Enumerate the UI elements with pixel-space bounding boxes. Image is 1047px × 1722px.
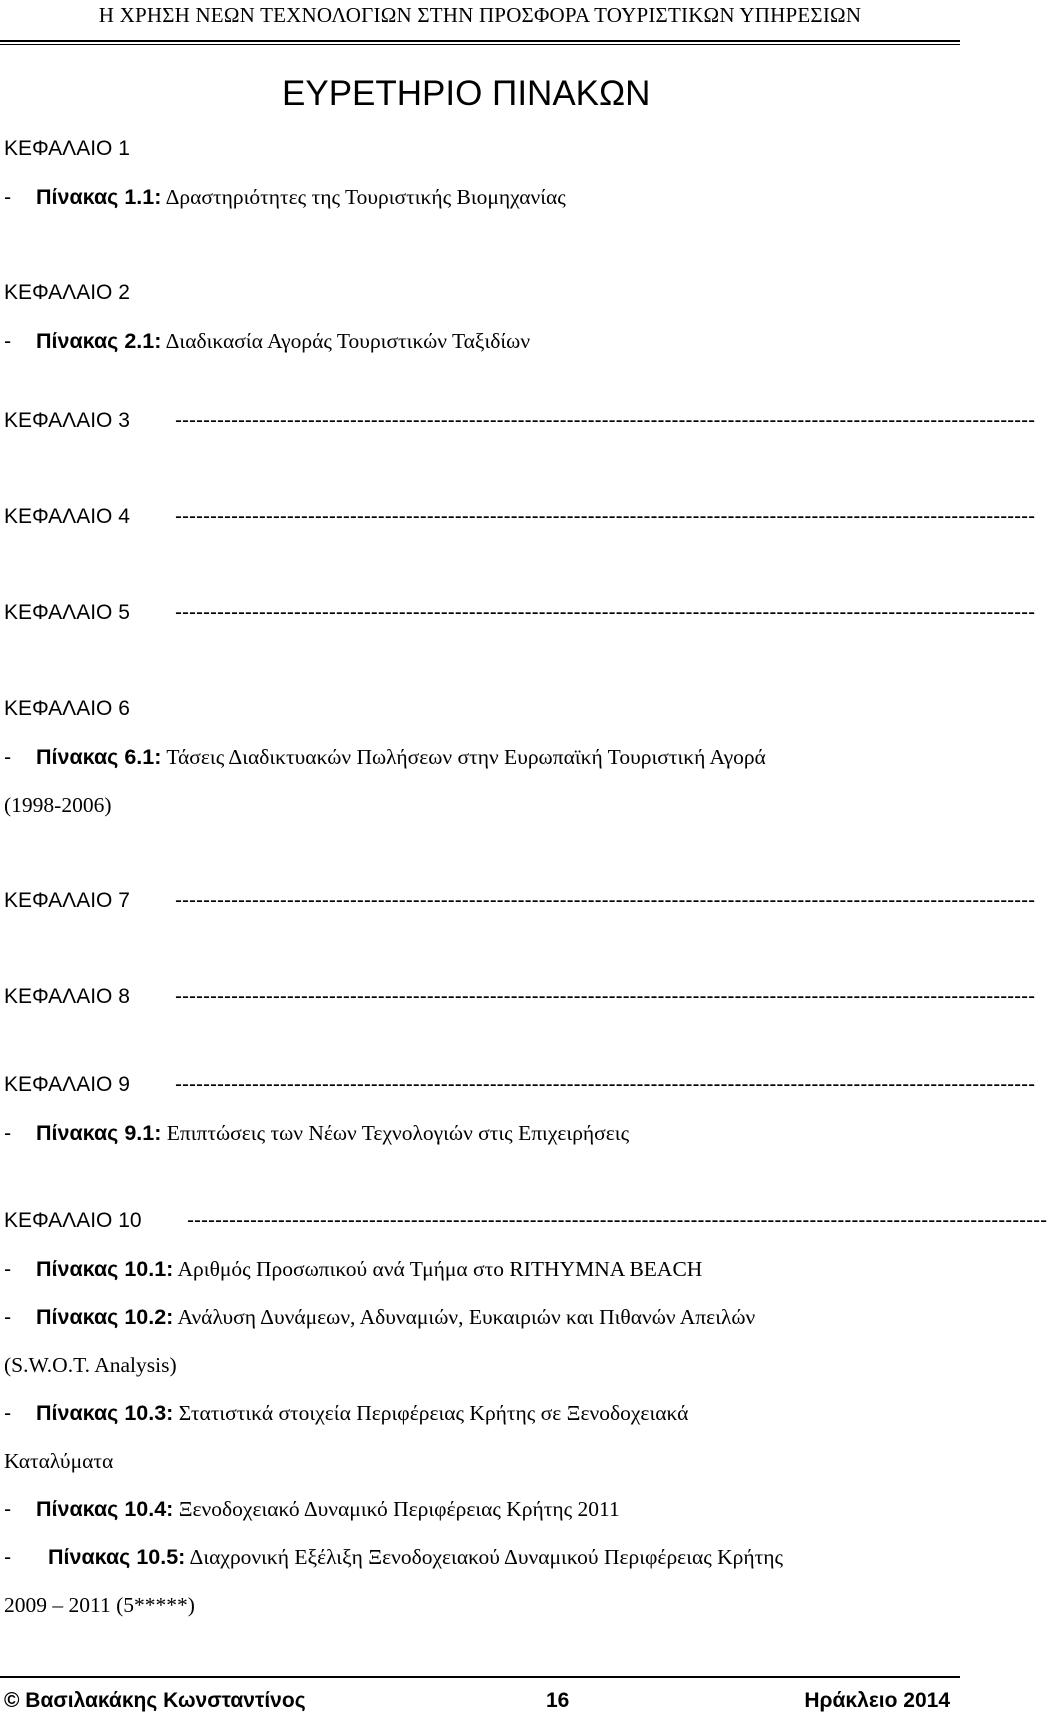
entry-dash: - [4, 1257, 12, 1281]
entry-number: Πίνακας 10.1: [36, 1257, 174, 1281]
chapter-3-leader: --------------------------------------------------------------------------------------------------------------------------- [175, 409, 1036, 432]
running-header [0, 0, 960, 44]
entry-title: Διαχρονική Εξέλιξη Ξενοδοχειακού Δυναμικού Περιφέρειας Κρήτης [189, 1545, 784, 1569]
chapter-10-leader: --------------------------------------------------------------------------------------------------------------------------- [187, 1209, 1047, 1232]
entry-title: Στατιστικά στοιχεία Περιφέρειας Κρήτης σε Ξενοδοχειακά [178, 1401, 689, 1425]
chapter-7-heading: ΚΕΦΑΛΑΙΟ 7 [4, 889, 130, 912]
entry-title: Διαδικασία Αγοράς Τουριστικών Ταξιδίων [165, 329, 531, 353]
entry-number: Πίνακας 10.2: [36, 1305, 174, 1329]
table-entry-10-5-continuation: 2009 – 2011 (5*****) [4, 1593, 195, 1617]
entry-number: Πίνακας 10.3: [36, 1401, 174, 1425]
table-entry-9-1 [4, 1118, 629, 1148]
table-entry-6-1 [4, 742, 766, 772]
entry-number: Πίνακας 6.1: [36, 745, 162, 769]
entry-dash: - [4, 1305, 12, 1329]
table-entry-2-1 [4, 326, 530, 356]
entry-number: Πίνακας 2.1: [36, 329, 162, 353]
table-entry-10-5 [4, 1542, 783, 1572]
running-title: Η ΧΡΗΣΗ ΝΕΩΝ ΤΕΧΝΟΛΟΓΙΩΝ ΣΤΗΝ ΠΡΟΣΦΟΡΑ ΤΟΥΡΙΣΤΙΚΩΝ ΥΠΗΡΕΣΙΩΝ [98, 3, 862, 27]
footer-place-year: Ηράκλειο 2014 [804, 1689, 950, 1712]
chapter-2-heading: ΚΕΦΑΛΑΙΟ 2 [4, 281, 130, 304]
entry-number: Πίνακας 1.1: [36, 185, 162, 209]
footer-author: © Βασιλακάκης Κωνσταντίνος [4, 1689, 306, 1712]
chapter-3-heading: ΚΕΦΑΛΑΙΟ 3 [4, 409, 130, 432]
table-entry-10-3 [4, 1398, 688, 1428]
footer-page-number: 16 [546, 1689, 570, 1712]
chapter-4-leader: --------------------------------------------------------------------------------------------------------------------------- [175, 505, 1036, 528]
entry-dash: - [4, 1545, 12, 1569]
entry-title: Τάσεις Διαδικτυακών Πωλήσεων στην Ευρωπαϊκή Τουριστική Αγορά [166, 745, 766, 769]
chapter-5-heading: ΚΕΦΑΛΑΙΟ 5 [4, 601, 130, 624]
entry-dash: - [4, 745, 12, 769]
entry-title: Δραστηριότητες της Τουριστικής Βιομηχανίας [165, 185, 566, 209]
table-entry-10-2-continuation: (S.W.O.T. Analysis) [4, 1353, 177, 1377]
chapter-5-leader: --------------------------------------------------------------------------------------------------------------------------- [175, 601, 1036, 624]
header-rule-thin [0, 44, 960, 45]
entry-number: Πίνακας 9.1: [36, 1121, 162, 1145]
table-entry-1-1 [4, 182, 566, 212]
entry-number: Πίνακας 10.4: [36, 1497, 174, 1521]
chapter-9-leader: --------------------------------------------------------------------------------------------------------------------------- [175, 1073, 1036, 1096]
header-rule [0, 40, 960, 42]
chapter-10-heading: ΚΕΦΑΛΑΙΟ 10 [4, 1209, 142, 1232]
table-entry-10-3-continuation: Καταλύματα [4, 1449, 114, 1473]
table-entry-10-1 [4, 1254, 702, 1284]
table-entry-6-1-continuation: (1998-2006) [4, 793, 112, 817]
chapter-4-heading: ΚΕΦΑΛΑΙΟ 4 [4, 505, 130, 528]
entry-dash: - [4, 1497, 12, 1521]
chapter-8-leader: --------------------------------------------------------------------------------------------------------------------------- [175, 985, 1036, 1008]
chapter-8-heading: ΚΕΦΑΛΑΙΟ 8 [4, 985, 130, 1008]
chapter-1-heading: ΚΕΦΑΛΑΙΟ 1 [4, 137, 130, 160]
entry-title: Ανάλυση Δυνάμεων, Αδυναμιών, Ευκαιριών και Πιθανών Απειλών [177, 1305, 756, 1329]
entry-dash: - [4, 185, 12, 209]
chapter-9-heading: ΚΕΦΑΛΑΙΟ 9 [4, 1073, 130, 1096]
chapter-6-heading: ΚΕΦΑΛΑΙΟ 6 [4, 697, 130, 720]
entry-dash: - [4, 329, 12, 353]
entry-number: Πίνακας 10.5: [48, 1545, 186, 1569]
chapter-7-leader: --------------------------------------------------------------------------------------------------------------------------- [175, 889, 1036, 912]
footer-rule [0, 1676, 960, 1678]
page-title: ΕΥΡΕΤΗΡΙΟ ΠΙΝΑΚΩΝ [282, 74, 651, 113]
entry-title: Επιπτώσεις των Νέων Τεχνολογιών στις Επιχειρήσεις [166, 1121, 630, 1145]
entry-title: Ξενοδοχειακό Δυναμικό Περιφέρειας Κρήτης 2011 [178, 1497, 620, 1521]
table-entry-10-4 [4, 1494, 620, 1524]
entry-dash: - [4, 1401, 12, 1425]
entry-title: Αριθμός Προσωπικού ανά Τμήμα στο RITHYMNA BEACH [177, 1257, 703, 1281]
table-entry-10-2 [4, 1302, 755, 1332]
entry-dash: - [4, 1121, 12, 1145]
